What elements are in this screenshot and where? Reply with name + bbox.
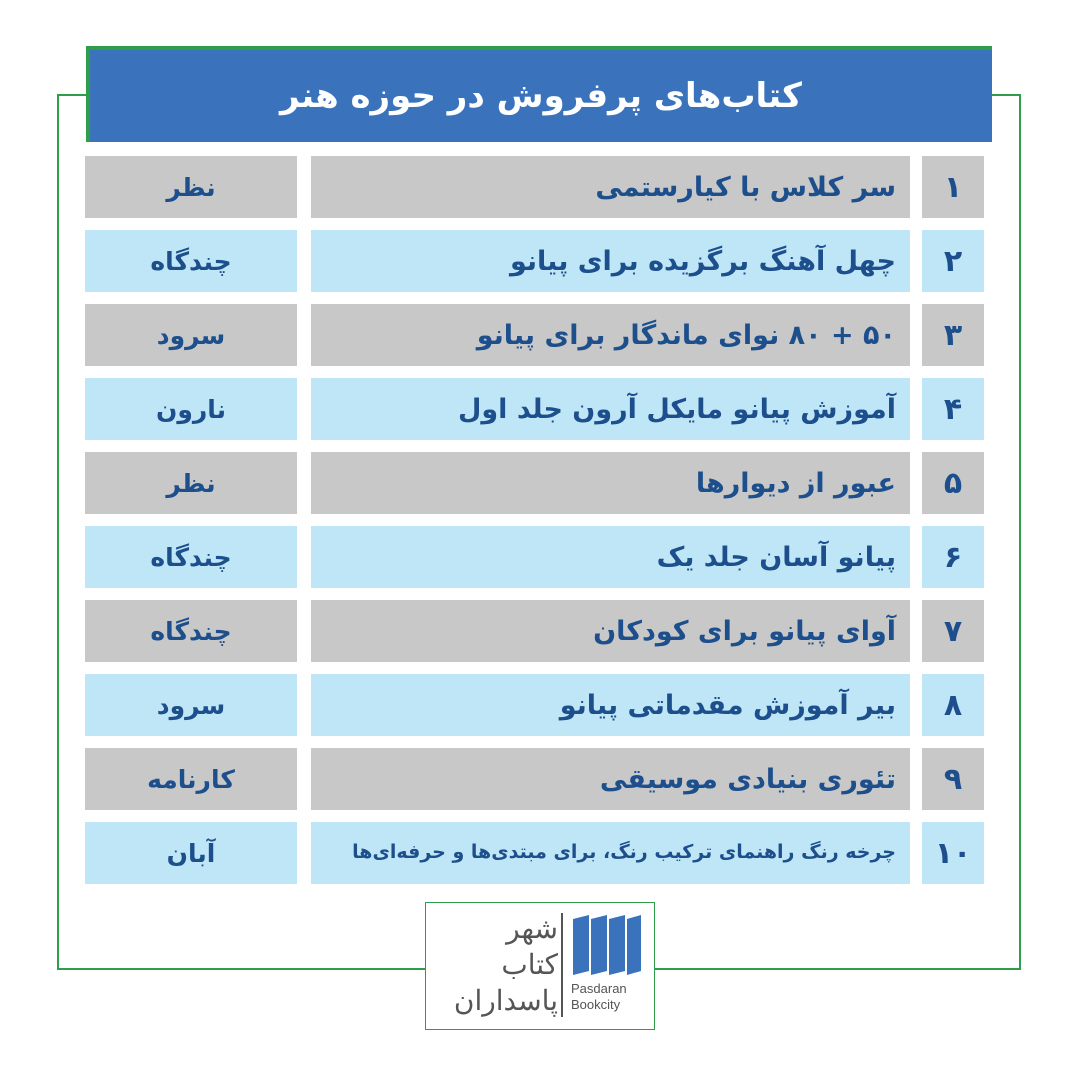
book-title: تئوری بنیادی موسیقی [311, 748, 910, 810]
table-row [0, 304, 1080, 366]
book-title: چهل آهنگ برگزیده برای پیانو [311, 230, 910, 292]
bookstore-logo [425, 902, 655, 1030]
publisher-name: نظر [85, 452, 297, 514]
title-banner [86, 46, 992, 142]
table-row [0, 748, 1080, 810]
table-row [0, 156, 1080, 218]
publisher-name: نظر [85, 156, 297, 218]
book-title: ۵۰ + ۸۰ نوای ماندگار برای پیانو [311, 304, 910, 366]
row-number: ۶ [922, 526, 984, 588]
open-book-icon [569, 913, 645, 981]
page-title: کتاب‌های پرفروش در حوزه هنر [280, 76, 802, 116]
row-number: ۳ [922, 304, 984, 366]
publisher-name: سرود [85, 304, 297, 366]
logo-divider [561, 913, 563, 1017]
table-row [0, 822, 1080, 884]
table-row [0, 526, 1080, 588]
book-title: چرخه رنگ راهنمای ترکیب رنگ، برای مبتدی‌ها و حرفه‌ای‌ها [311, 822, 910, 884]
row-number: ۸ [922, 674, 984, 736]
table-row [0, 452, 1080, 514]
row-number: ۱۰ [922, 822, 984, 884]
logo-persian-text [432, 911, 558, 1019]
row-number: ۲ [922, 230, 984, 292]
logo-fa-line: پاسداران [453, 984, 558, 1017]
publisher-name: سرود [85, 674, 297, 736]
row-number: ۷ [922, 600, 984, 662]
book-title: آوای پیانو برای کودکان [311, 600, 910, 662]
row-number: ۹ [922, 748, 984, 810]
book-title: بیر آموزش مقدماتی پیانو [311, 674, 910, 736]
publisher-name: چندگاه [85, 600, 297, 662]
book-title: عبور از دیوارها [311, 452, 910, 514]
table-row [0, 230, 1080, 292]
row-number: ۵ [922, 452, 984, 514]
table-row [0, 378, 1080, 440]
row-number: ۴ [922, 378, 984, 440]
book-title: سر کلاس با کیارستمی [311, 156, 910, 218]
table-row [0, 674, 1080, 736]
publisher-name: کارنامه [85, 748, 297, 810]
logo-english-text [571, 981, 651, 1013]
publisher-name: نارون [85, 378, 297, 440]
table-row [0, 600, 1080, 662]
logo-en-line: Pasdaran [571, 981, 627, 996]
logo-fa-line: شهر [506, 912, 558, 945]
row-number: ۱ [922, 156, 984, 218]
logo-fa-line: کتاب [501, 948, 558, 981]
publisher-name: چندگاه [85, 526, 297, 588]
publisher-name: آبان [85, 822, 297, 884]
book-title: پیانو آسان جلد یک [311, 526, 910, 588]
logo-en-line: Bookcity [571, 997, 621, 1012]
book-title: آموزش پیانو مایکل آرون جلد اول [311, 378, 910, 440]
publisher-name: چندگاه [85, 230, 297, 292]
